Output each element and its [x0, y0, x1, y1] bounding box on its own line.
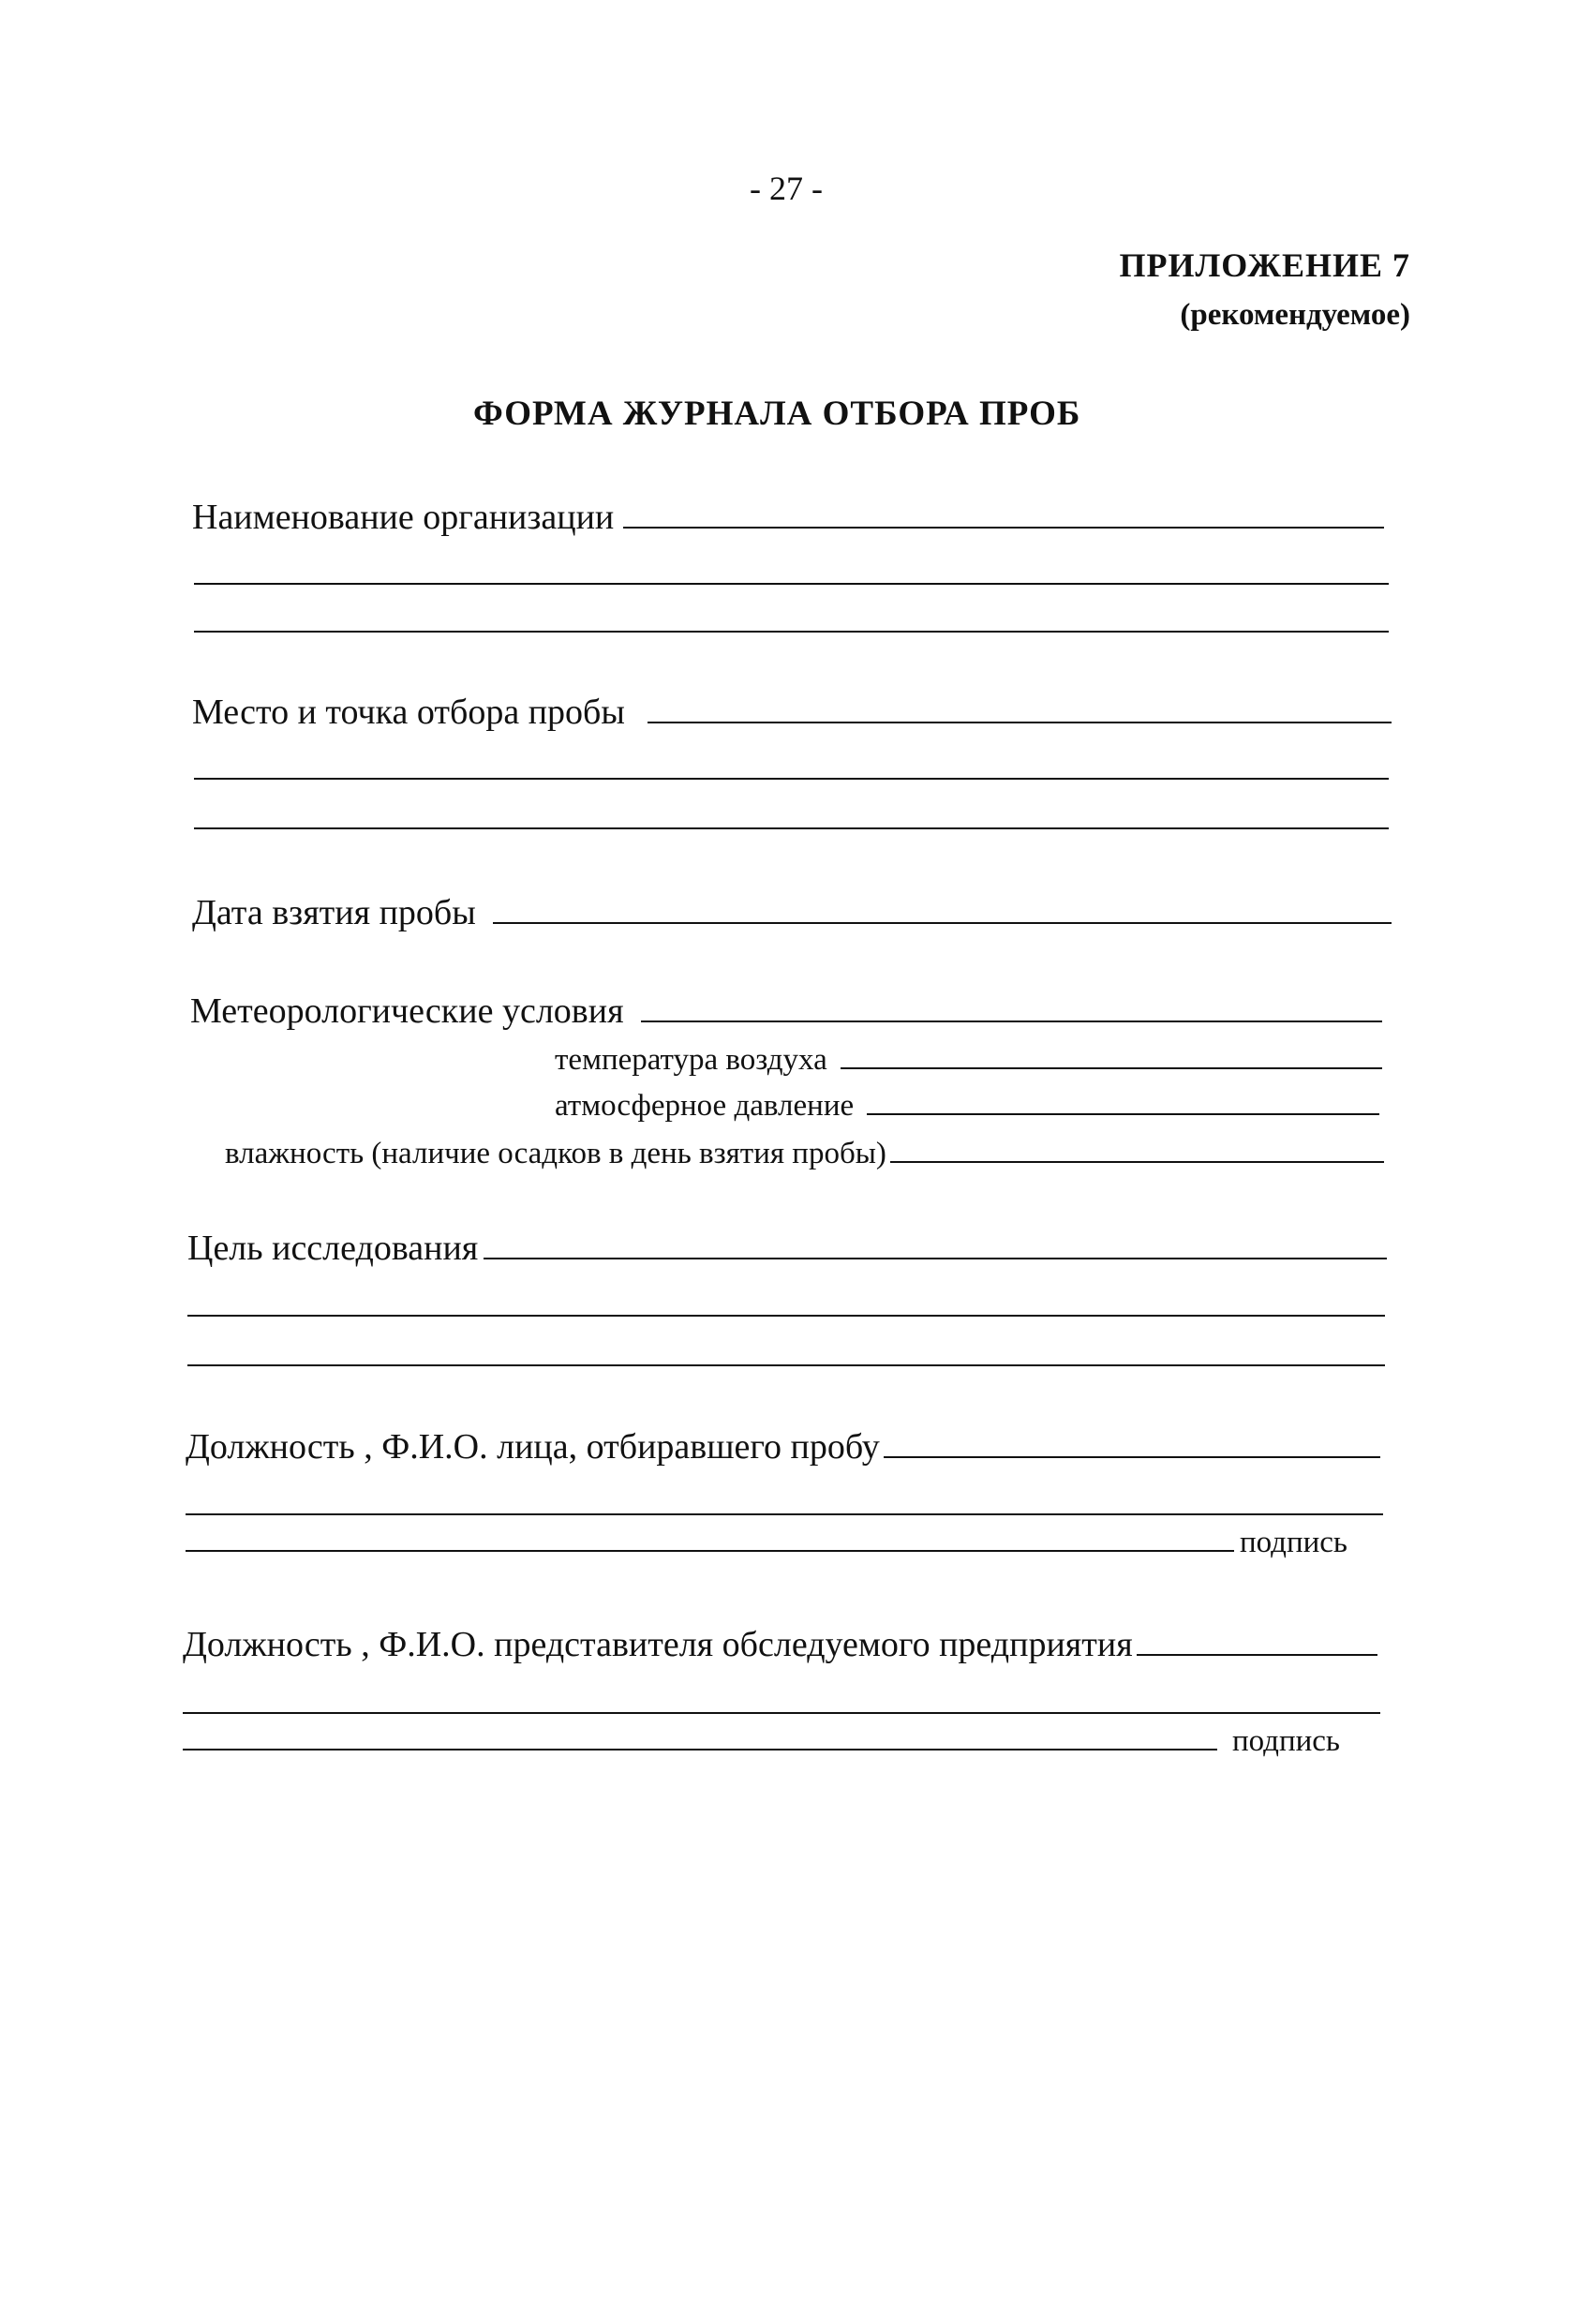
location-line-3[interactable]	[194, 827, 1389, 829]
humidity-label: влажность (наличие осадков в день взятия пробы)	[225, 1137, 886, 1170]
date-label: Дата взятия пробы	[192, 893, 476, 932]
pressure-input-line[interactable]	[867, 1112, 1379, 1115]
form-title: ФОРМА ЖУРНАЛА ОТБОРА ПРОБ	[473, 395, 1081, 433]
sampler-signature-field[interactable]	[186, 1526, 1347, 1560]
humidity-input-line[interactable]	[890, 1160, 1384, 1163]
organization-input-line[interactable]	[623, 526, 1384, 529]
representative-label: Должность , Ф.И.О. представителя обследуемого предприятия	[183, 1625, 1133, 1664]
purpose-line-2[interactable]	[187, 1315, 1385, 1317]
weather-field[interactable]	[190, 991, 1382, 1032]
purpose-line-3[interactable]	[187, 1364, 1385, 1366]
organization-label: Наименование организации	[192, 498, 615, 537]
temperature-field[interactable]	[555, 1043, 1382, 1078]
location-field[interactable]	[192, 692, 1392, 733]
appendix-title: ПРИЛОЖЕНИЕ 7	[1119, 246, 1410, 284]
organization-field[interactable]	[192, 497, 1384, 538]
sampler-input-line[interactable]	[884, 1455, 1380, 1458]
sampler-signature-line[interactable]	[186, 1549, 1234, 1552]
location-input-line[interactable]	[648, 721, 1392, 723]
representative-field[interactable]	[183, 1624, 1377, 1665]
humidity-field[interactable]	[225, 1137, 1384, 1171]
weather-input-line[interactable]	[641, 1020, 1382, 1022]
location-line-2[interactable]	[194, 778, 1389, 780]
sampler-label: Должность , Ф.И.О. лица, отбиравшего пробу	[186, 1427, 880, 1467]
sampler-line-2[interactable]	[186, 1513, 1383, 1515]
representative-signature-line[interactable]	[183, 1748, 1217, 1750]
organization-line-3[interactable]	[194, 631, 1389, 633]
organization-line-2[interactable]	[194, 583, 1389, 585]
purpose-input-line[interactable]	[484, 1257, 1387, 1259]
representative-signature-field[interactable]	[183, 1724, 1340, 1759]
pressure-field[interactable]	[555, 1089, 1379, 1124]
representative-signature-label: подпись	[1231, 1724, 1340, 1758]
date-field[interactable]	[192, 892, 1392, 933]
page-number: - 27 -	[750, 170, 823, 207]
weather-label: Метеорологические условия	[190, 991, 624, 1031]
pressure-label: атмосферное давление	[555, 1089, 855, 1123]
purpose-label: Цель исследования	[187, 1229, 479, 1268]
date-input-line[interactable]	[493, 921, 1392, 924]
appendix-note: (рекомендуемое)	[1180, 298, 1410, 332]
representative-line-2[interactable]	[183, 1712, 1380, 1714]
temperature-label: температура воздуха	[555, 1043, 827, 1077]
temperature-input-line[interactable]	[841, 1066, 1382, 1069]
representative-input-line[interactable]	[1137, 1653, 1377, 1656]
sampler-signature-label: подпись	[1239, 1526, 1347, 1559]
sampler-field[interactable]	[186, 1426, 1380, 1467]
purpose-field[interactable]	[187, 1228, 1387, 1269]
location-label: Место и точка отбора пробы	[192, 693, 625, 732]
